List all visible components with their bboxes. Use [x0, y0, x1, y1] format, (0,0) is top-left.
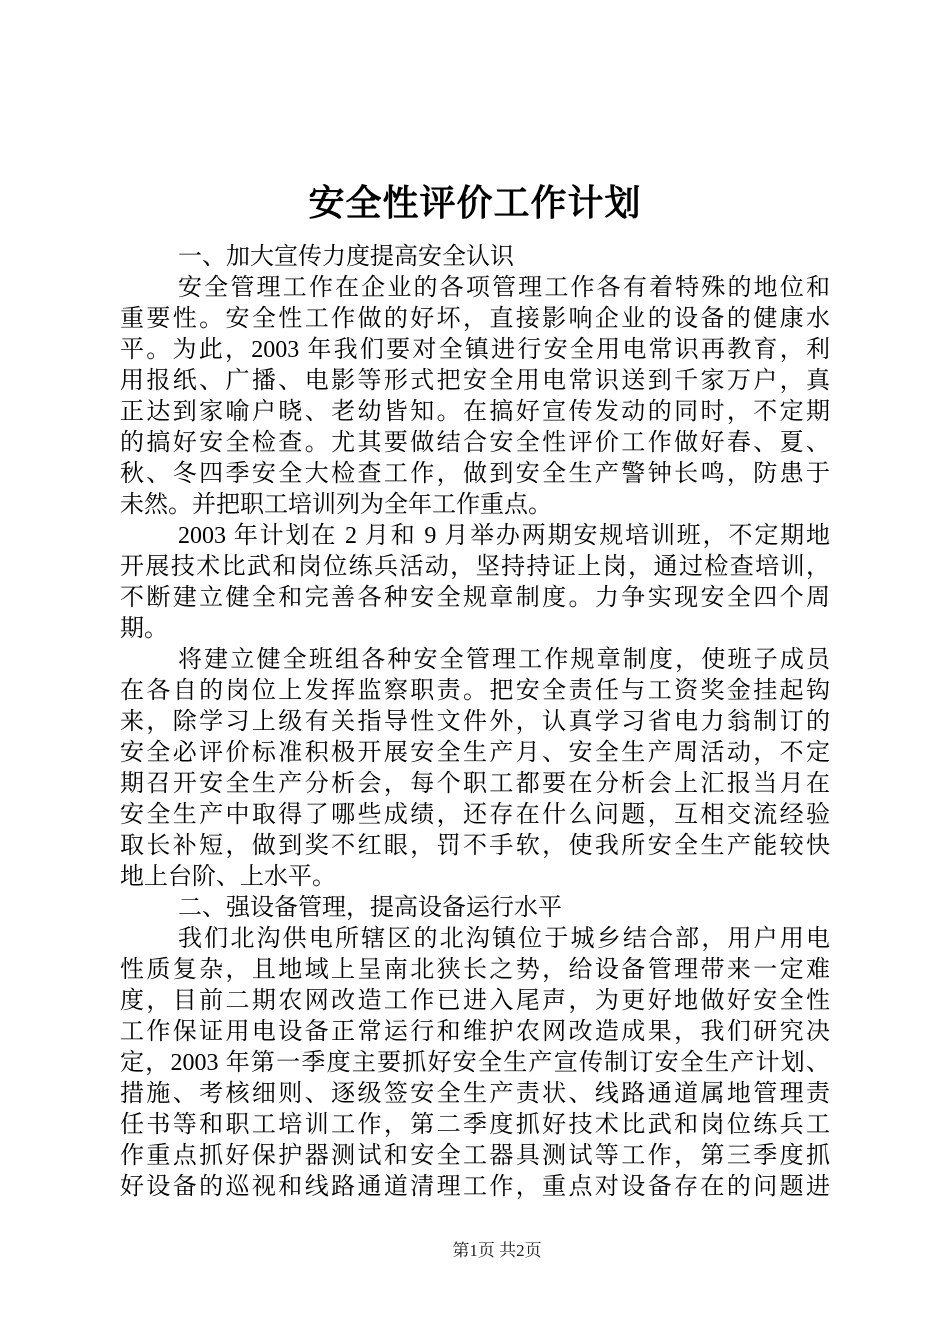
text-line: 安全管理工作在企业的各项管理工作各有着特殊的地位和: [178, 275, 830, 301]
text-line: 未然。并把职工培训列为全年工作重点。: [120, 492, 552, 518]
text-line: 作重点抓好保护器测试和安全工器具测试等工作，第三季度抓: [120, 1143, 830, 1169]
text-line: 度，目前二期农网改造工作已进入尾声，为更好地做好安全性: [120, 988, 830, 1014]
text-line: 来，除学习上级有关指导性文件外，认真学习省电力翁制订的: [120, 709, 830, 735]
text-line: 任书等和职工培训工作，第二季度抓好技术比武和岗位练兵工: [120, 1112, 830, 1138]
text-line: 期。: [120, 616, 168, 642]
text-line: 我们北沟供电所辖区的北沟镇位于城乡结合部，用户用电: [178, 926, 830, 952]
text-line: 将建立健全班组各种安全管理工作规章制度，使班子成员: [178, 647, 830, 673]
text-line: 不断建立健全和完善各种安全规章制度。力争实现安全四个周: [120, 585, 830, 611]
text-line: 措施、考核细则、逐级签安全生产责状、线路通道属地管理责: [120, 1081, 830, 1107]
text-line: 安全必评价标准积极开展安全生产月、安全生产周活动，不定: [120, 740, 830, 766]
text-line: 平。为此，2003 年我们要对全镇进行安全用电常识再教育，利: [120, 337, 830, 363]
text-line: 秋、冬四季安全大检查工作，做到安全生产警钟长鸣，防患于: [120, 461, 830, 487]
text-line: 2003 年计划在 2 月和 9 月举办两期安规培训班，不定期地: [178, 523, 830, 549]
text-line: 安全生产中取得了哪些成绩，还存在什么问题，互相交流经验: [120, 802, 830, 828]
text-line: 开展技术比武和岗位练兵活动，坚持持证上岗，通过检查培训，: [120, 554, 830, 580]
text-line: 正达到家喻户晓、老幼皆知。在搞好宣传发动的同时，不定期: [120, 399, 830, 425]
text-line: 取长补短，做到奖不红眼，罚不手软，使我所安全生产能较快: [120, 833, 830, 859]
text-line: 用报纸、广播、电影等形式把安全用电常识送到千家万户，真: [120, 368, 830, 394]
text-line: 好设备的巡视和线路通道清理工作，重点对设备存在的问题进: [120, 1174, 830, 1200]
text-line: 期召开安全生产分析会，每个职工都要在分析会上汇报当月在: [120, 771, 830, 797]
text-line: 性质复杂，且地域上呈南北狭长之势，给设备管理带来一定难: [120, 957, 830, 983]
text-line: 定，2003 年第一季度主要抓好安全生产宣传制订安全生产计划、: [120, 1050, 830, 1076]
text-line: 在各自的岗位上发挥监察职责。把安全责任与工资奖金挂起钩: [120, 678, 830, 704]
text-line: 地上台阶、上水平。: [120, 864, 336, 890]
text-line: 重要性。安全性工作做的好坏，直接影响企业的设备的健康水: [120, 306, 830, 332]
document-title: 安全性评价工作计划: [308, 183, 642, 223]
text-line: 工作保证用电设备正常运行和维护农网改造成果，我们研究决: [120, 1019, 830, 1045]
page-number-footer: 第1页 共2页: [452, 1241, 542, 1260]
text-line: 二、强设备管理，提高设备运行水平: [178, 895, 562, 921]
text-line: 的搞好安全检查。尤其要做结合安全性评价工作做好春、夏、: [120, 430, 830, 456]
text-line: 一、加大宣传力度提高安全认识: [178, 244, 514, 270]
document-body: [120, 242, 830, 1203]
